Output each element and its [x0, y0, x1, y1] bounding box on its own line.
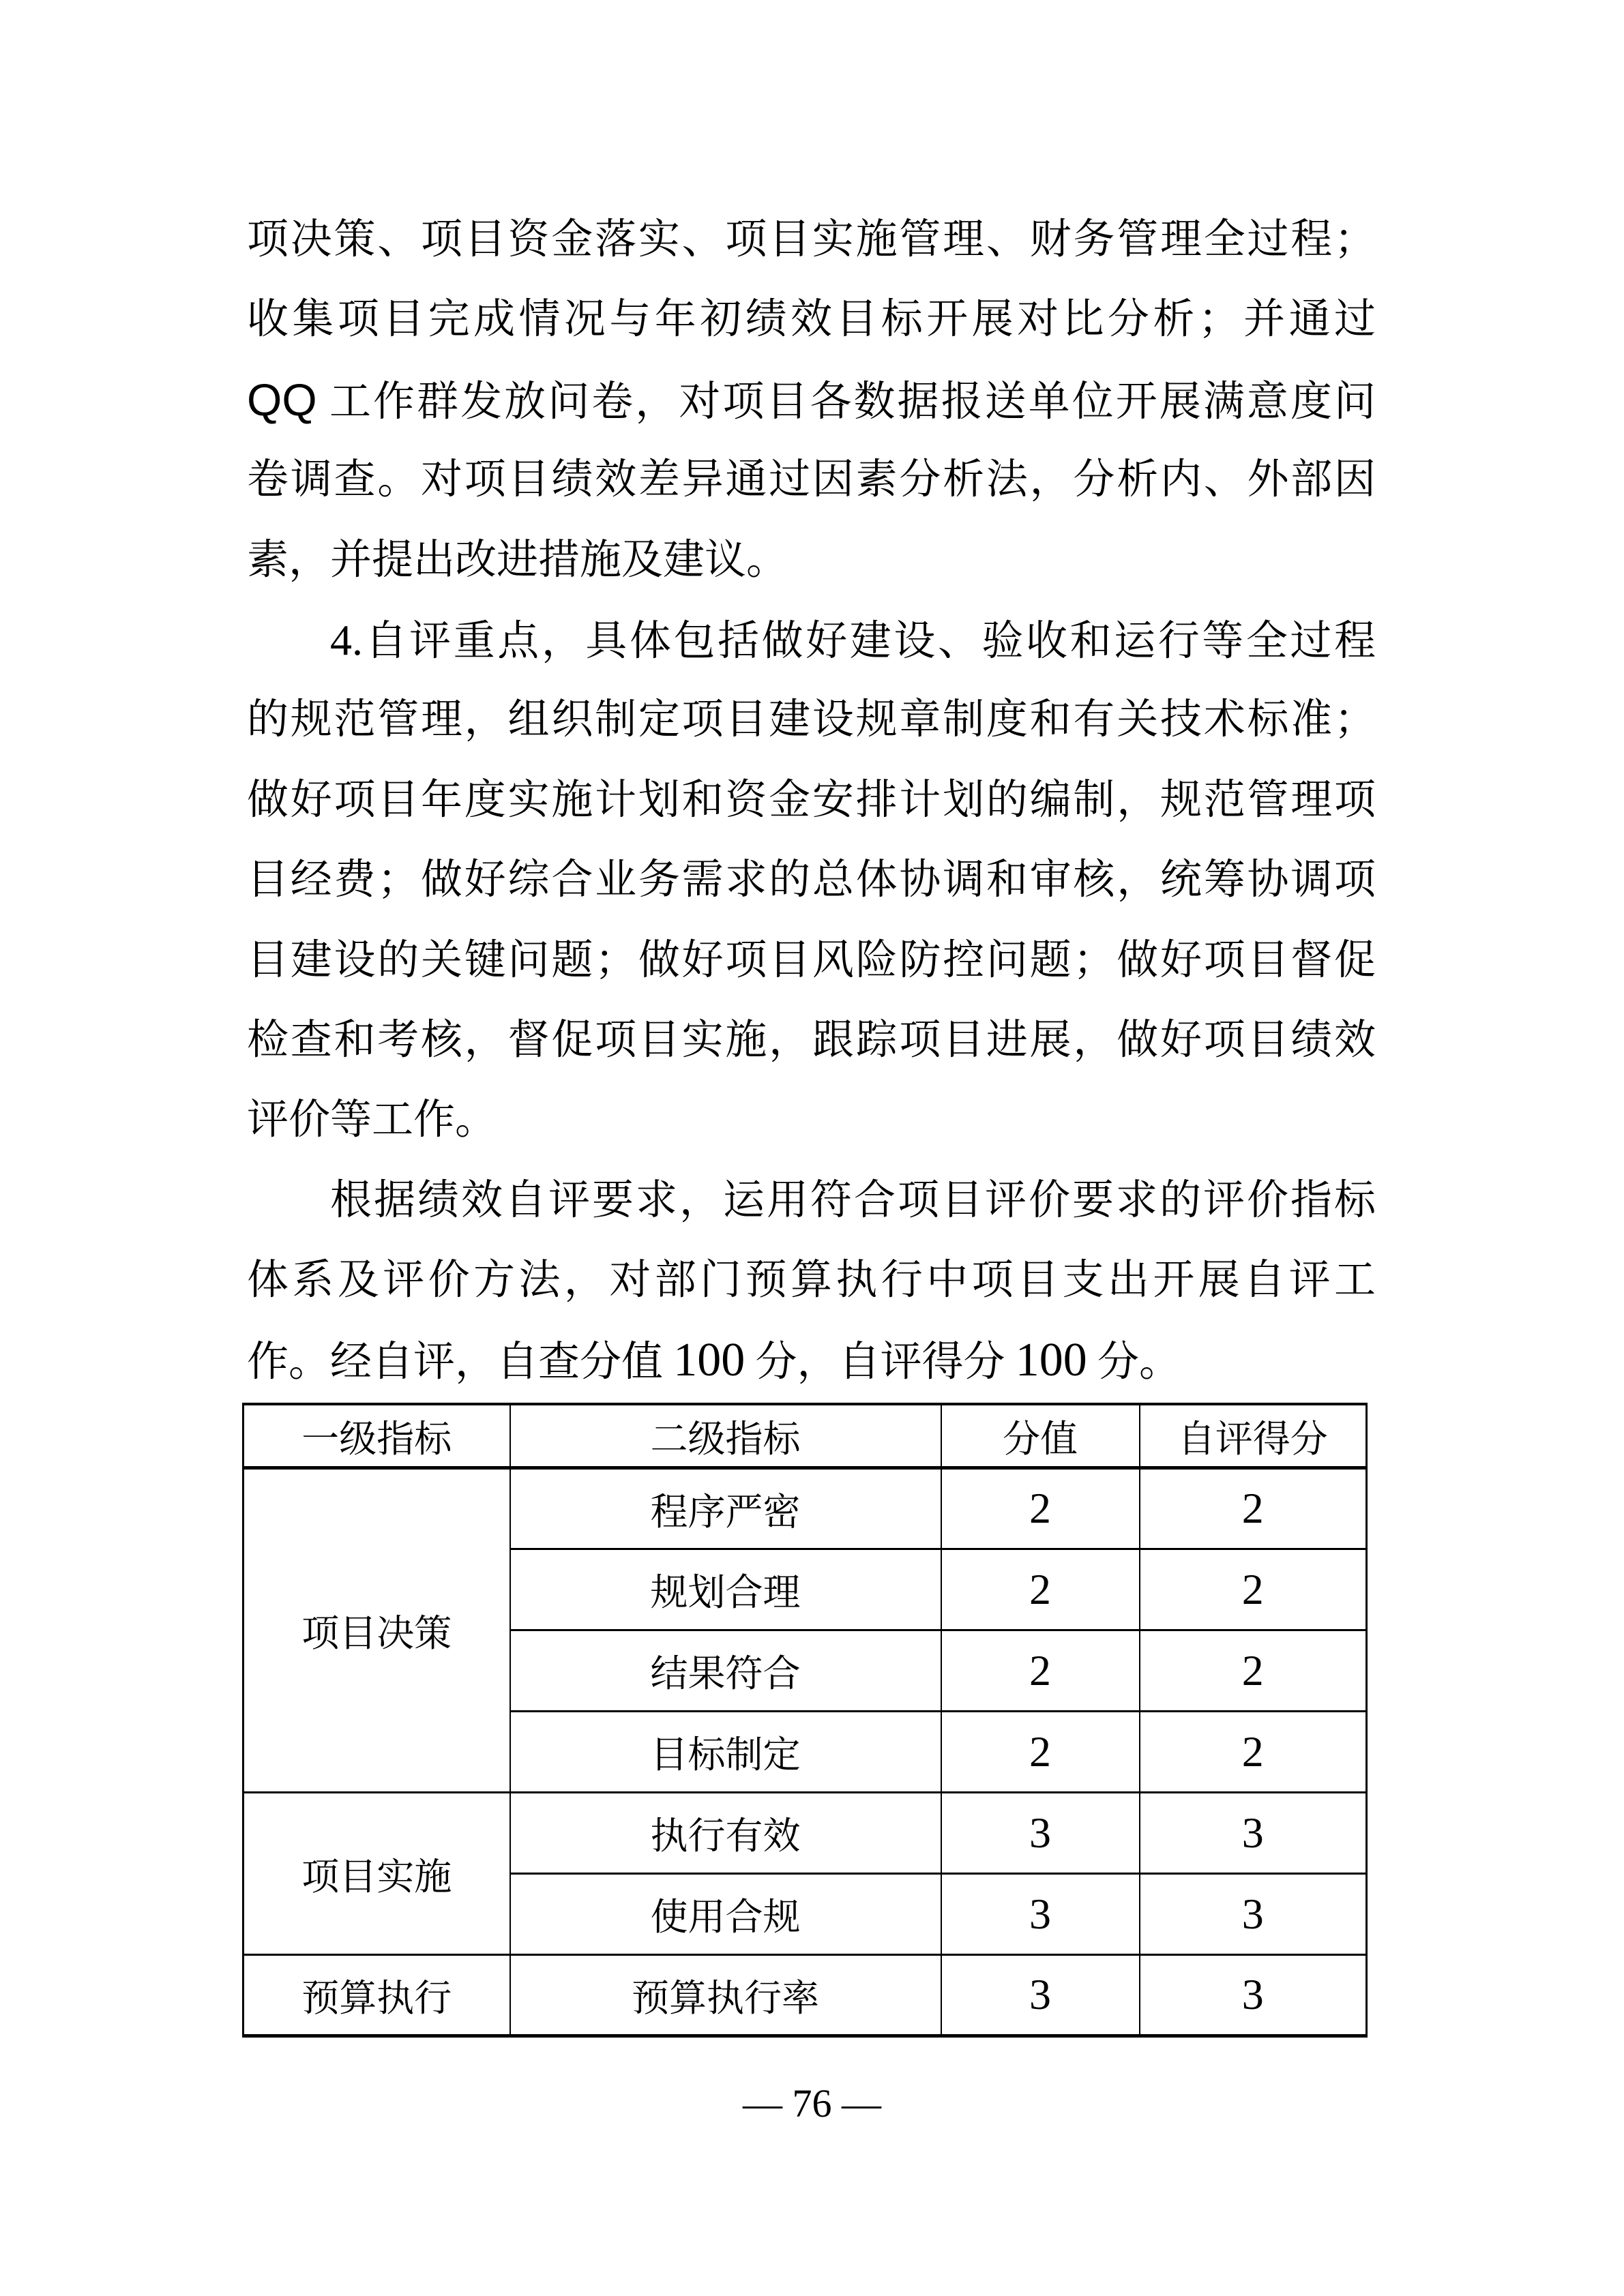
score-cell: 3	[941, 1954, 1140, 2036]
score-cell: 3	[941, 1792, 1140, 1873]
level1-cell-project-decision: 项目决策	[243, 1467, 510, 1792]
body-line: 根据绩效自评要求，运用符合项目评价要求的评价指标	[330, 1177, 1376, 1223]
self-score-cell: 2	[1140, 1630, 1367, 1711]
self-evaluation-score-table	[242, 1403, 1368, 2038]
body-line: 项决策、项目资金落实、项目实施管理、财务管理全过程；	[247, 217, 1376, 263]
self-score-cell: 3	[1140, 1954, 1367, 2036]
self-score-cell: 3	[1140, 1873, 1367, 1954]
body-line: 的规范管理，组织制定项目建设规章制度和有关技术标准；	[247, 697, 1376, 743]
self-score-cell: 2	[1140, 1467, 1367, 1549]
level2-cell: 结果符合	[510, 1630, 941, 1711]
body-line-text: 分，自评得分	[745, 1339, 1016, 1386]
level1-cell-project-implementation: 项目实施	[243, 1792, 510, 1954]
page-number: — 76 —	[743, 2081, 881, 2126]
latin-text: QQ	[247, 374, 317, 425]
level2-cell: 规划合理	[510, 1549, 941, 1630]
body-text	[247, 200, 1376, 1401]
level2-cell: 目标制定	[510, 1711, 941, 1792]
level2-cell: 使用合规	[510, 1873, 941, 1954]
score-cell: 3	[941, 1873, 1140, 1954]
level2-cell: 程序严密	[510, 1467, 941, 1549]
level1-cell-budget-execution: 预算执行	[243, 1954, 510, 2036]
body-line: 目建设的关键问题；做好项目风险防控问题；做好项目督促	[247, 937, 1376, 983]
body-line	[247, 1320, 1376, 1400]
score-cell: 2	[941, 1630, 1140, 1711]
score-cell: 2	[941, 1467, 1140, 1549]
table-header-level2-indicator: 二级指标	[510, 1404, 941, 1467]
body-line-text: 分。	[1087, 1339, 1181, 1386]
body-line: 目经费；做好综合业务需求的总体协调和审核，统筹协调项	[247, 857, 1376, 904]
body-line: 体系及评价方法，对部门预算执行中项目支出开展自评工	[247, 1257, 1376, 1304]
score-value: 100	[673, 1334, 745, 1387]
body-line-text: 工作群发放问卷，对项目各数据报送单位开展满意度问	[316, 378, 1376, 425]
body-line: 评价等工作。	[247, 1097, 497, 1144]
list-number: 4.	[330, 615, 363, 664]
score-value: 100	[1015, 1334, 1087, 1387]
body-line-text: 作。经自评，自查分值	[247, 1339, 674, 1386]
body-line: 素，并提出改进措施及建议。	[247, 537, 788, 583]
body-line	[247, 600, 1376, 680]
self-score-cell: 2	[1140, 1711, 1367, 1792]
self-score-cell: 3	[1140, 1792, 1367, 1873]
level2-cell: 执行有效	[510, 1792, 941, 1873]
level2-cell: 预算执行率	[510, 1954, 941, 2036]
score-cell: 2	[941, 1711, 1140, 1792]
self-score-cell: 2	[1140, 1549, 1367, 1630]
body-line-text: 自评重点，具体包括做好建设、验收和运行等全过程	[363, 618, 1376, 664]
table-header-score: 分值	[941, 1404, 1140, 1467]
body-line: 做好项目年度实施计划和资金安排计划的编制，规范管理项	[247, 777, 1376, 823]
body-line: 卷调查。对项目绩效差异通过因素分析法，分析内、外部因	[247, 457, 1376, 503]
table-row	[243, 1467, 1367, 1549]
table-header-row	[243, 1404, 1367, 1467]
score-cell: 2	[941, 1549, 1140, 1630]
table-header-self-score: 自评得分	[1140, 1404, 1367, 1467]
table-row	[243, 1792, 1367, 1873]
body-line: 检查和考核，督促项目实施，跟踪项目进展，做好项目绩效	[247, 1017, 1376, 1063]
table-header-level1-indicator: 一级指标	[243, 1404, 510, 1467]
body-line: 收集项目完成情况与年初绩效目标开展对比分析；并通过	[247, 297, 1376, 343]
table-row	[243, 1954, 1367, 2036]
body-line	[247, 360, 1376, 440]
